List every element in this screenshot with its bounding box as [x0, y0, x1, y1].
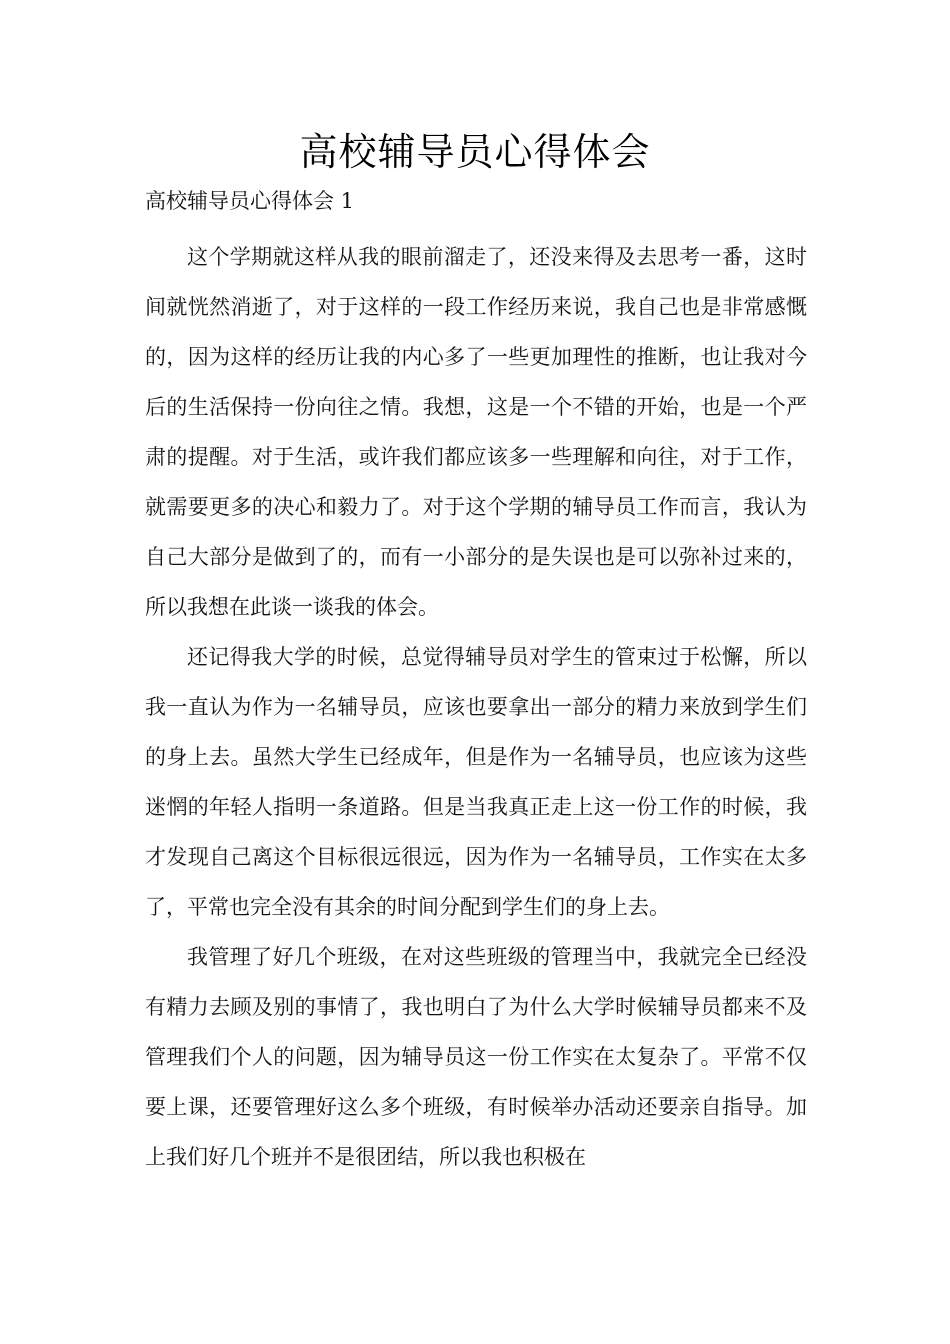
paragraph-3: 我管理了好几个班级，在对这些班级的管理当中，我就完全已经没有精力去顾及别的事情了，我也明白了为什么大学时候辅导员都来不及管理我们个人的问题，因为辅导员这一份工作实在太复杂了。平常不仅要上课，还要管理好这么多个班级，有时候举办活动还要亲自指导。加上我们好几个班并不是很团结，所以我也积极在	[145, 945, 807, 1169]
paragraph-1: 这个学期就这样从我的眼前溜走了，还没来得及去思考一番，这时间就恍然消逝了，对于这样的一段工作经历来说，我自己也是非常感慨的，因为这样的经历让我的内心多了一些更加理性的推断，也让我对今后的生活保持一份向往之情。我想，这是一个不错的开始，也是一个严肃的提醒。对于生活，或许我们都应该多一些理解和向往，对于工作，就需要更多的决心和毅力了。对于这个学期的辅导员工作而言，我认为自己大部分是做到了的，而有一小部分的是失误也是可以弥补过来的，所以我想在此谈一谈我的体会。	[145, 245, 807, 619]
document-subtitle: 高校辅导员心得体会 1	[145, 189, 355, 213]
paragraph-2: 还记得我大学的时候，总觉得辅导员对学生的管束过于松懈，所以我一直认为作为一名辅导员，应该也要拿出一部分的精力来放到学生们的身上去。虽然大学生已经成年，但是作为一名辅导员，也应该为这些迷惘的年轻人指明一条道路。但是当我真正走上这一份工作的时候，我才发现自己离这个目标很远很远，因为作为一名辅导员，工作实在太多了，平常也完全没有其余的时间分配到学生们的身上去。	[145, 645, 807, 919]
document-title: 高校辅导员心得体会	[299, 130, 651, 174]
document-body	[145, 232, 807, 1182]
